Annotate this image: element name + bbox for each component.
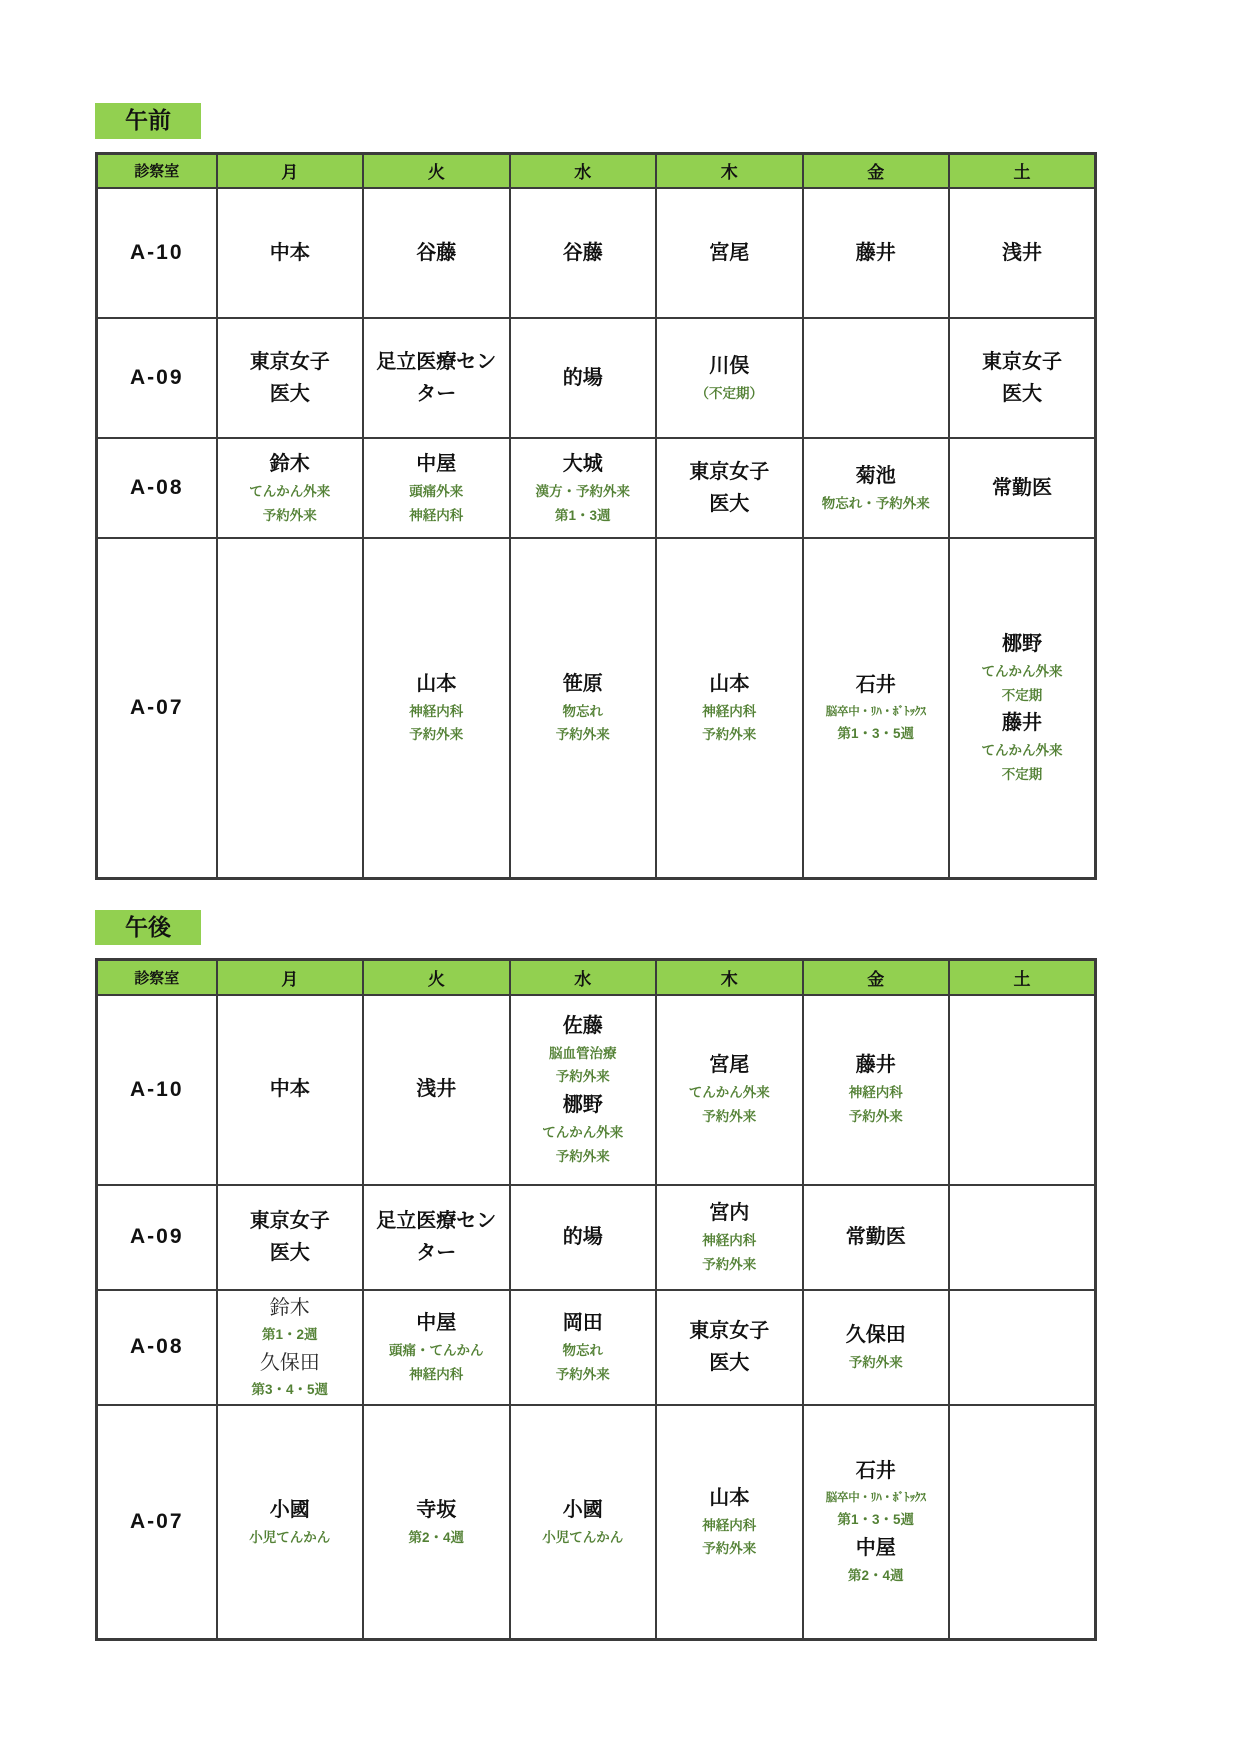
schedule-cell xyxy=(363,188,510,318)
column-header: 診察室 xyxy=(97,153,217,188)
clinic-note: 神経内科 xyxy=(702,703,757,719)
schedule-cell xyxy=(363,1405,510,1640)
schedule-cell xyxy=(363,438,510,538)
schedule-cell xyxy=(656,438,803,538)
schedule-cell xyxy=(217,318,364,438)
doctor-name: 中本 xyxy=(269,241,310,264)
schedule-cell xyxy=(656,538,803,878)
schedule-cell xyxy=(656,188,803,318)
clinic-note: 予約外来 xyxy=(702,1541,757,1557)
schedule-cell xyxy=(217,438,364,538)
column-header: 金 xyxy=(803,960,950,995)
doctor-name: 東京女子 xyxy=(249,350,330,373)
clinic-note: 神経内科 xyxy=(409,703,464,719)
room-label: A-09 xyxy=(97,318,217,438)
schedule-cell xyxy=(510,1185,657,1290)
clinic-note: 予約外来 xyxy=(702,727,757,743)
doctor-name: 山本 xyxy=(416,672,457,695)
schedule-cell xyxy=(803,995,950,1185)
schedule-cell xyxy=(949,188,1096,318)
clinic-note: 予約外来 xyxy=(555,727,610,743)
schedule-cell xyxy=(949,995,1096,1185)
doctor-name: 藤井 xyxy=(855,1054,896,1077)
table-row xyxy=(97,318,1096,438)
doctor-name: 医大 xyxy=(709,492,750,515)
clinic-note: 不定期 xyxy=(1001,767,1043,783)
doctor-name: 川俣 xyxy=(709,354,750,377)
column-header: 水 xyxy=(510,960,657,995)
clinic-note: 予約外来 xyxy=(555,1149,610,1165)
schedule-cell xyxy=(803,438,950,538)
clinic-note: 神経内科 xyxy=(702,1517,757,1533)
schedule-cell xyxy=(510,1290,657,1405)
afternoon-schedule-table xyxy=(95,958,1097,1641)
doctor-name: 医大 xyxy=(709,1351,750,1374)
table-row xyxy=(97,1290,1096,1405)
table-row xyxy=(97,438,1096,538)
doctor-name: 東京女子 xyxy=(249,1209,330,1232)
schedule-cell xyxy=(656,1290,803,1405)
schedule-cell xyxy=(949,318,1096,438)
doctor-name: ター xyxy=(416,382,457,405)
clinic-note: 頭痛外来 xyxy=(409,483,464,499)
room-label: A-09 xyxy=(97,1185,217,1290)
doctor-name: 浅井 xyxy=(416,1078,457,1101)
room-label: A-08 xyxy=(97,438,217,538)
clinic-note: てんかん外来 xyxy=(981,743,1063,759)
doctor-name: 梛野 xyxy=(1002,632,1042,655)
column-header: 火 xyxy=(363,153,510,188)
clinic-note: 物忘れ xyxy=(562,1342,603,1358)
column-header: 水 xyxy=(510,153,657,188)
doctor-name: 谷藤 xyxy=(562,241,603,264)
schedule-cell xyxy=(803,188,950,318)
doctor-name: 笹原 xyxy=(562,672,603,695)
schedule-cell xyxy=(510,995,657,1185)
clinic-note: 神経内科 xyxy=(848,1085,903,1101)
room-label: A-10 xyxy=(97,188,217,318)
schedule-cell xyxy=(656,995,803,1185)
doctor-name: 寺坂 xyxy=(416,1498,457,1521)
schedule-cell xyxy=(363,318,510,438)
doctor-name: ター xyxy=(416,1241,457,1264)
clinic-note: てんかん外来 xyxy=(688,1085,770,1101)
header-row xyxy=(97,960,1096,995)
clinic-note: 第1・3・5週 xyxy=(837,726,915,742)
schedule-cell xyxy=(217,1185,364,1290)
room-label: A-07 xyxy=(97,538,217,878)
doctor-name: 宮尾 xyxy=(709,241,750,264)
schedule-cell xyxy=(949,538,1096,878)
schedule-cell xyxy=(803,318,950,438)
schedule-cell xyxy=(363,1290,510,1405)
clinic-note: 脳血管治療 xyxy=(549,1045,617,1061)
doctor-name: 山本 xyxy=(709,672,750,695)
header-row xyxy=(97,153,1096,188)
schedule-cell xyxy=(510,538,657,878)
schedule-cell xyxy=(803,1185,950,1290)
doctor-name: 常勤医 xyxy=(992,476,1052,499)
doctor-name: 東京女子 xyxy=(982,350,1062,373)
clinic-note: 神経内科 xyxy=(409,507,464,523)
schedule-cell xyxy=(949,1405,1096,1640)
column-header: 火 xyxy=(363,960,510,995)
doctor-name: 梛野 xyxy=(562,1094,603,1117)
doctor-name: 宮内 xyxy=(709,1201,750,1224)
doctor-name: 浅井 xyxy=(1002,241,1042,264)
schedule-cell xyxy=(949,438,1096,538)
doctor-name: 東京女子 xyxy=(689,460,770,483)
clinic-note: 漢方・予約外来 xyxy=(535,483,630,499)
table-row xyxy=(97,1405,1096,1640)
doctor-name: 菊池 xyxy=(855,464,896,487)
doctor-name: 岡田 xyxy=(562,1311,603,1334)
schedule-cell xyxy=(510,188,657,318)
morning-schedule-table xyxy=(95,152,1097,880)
schedule-cell xyxy=(803,1290,950,1405)
clinic-note: 脳卒中・ﾘﾊ・ﾎﾞﾄｯｸｽ xyxy=(825,705,926,718)
doctor-name: 石井 xyxy=(855,673,896,696)
schedule-cell xyxy=(803,538,950,878)
clinic-note: 物忘れ・予約外来 xyxy=(821,495,930,511)
doctor-name: 小國 xyxy=(269,1498,310,1521)
column-header: 月 xyxy=(217,960,364,995)
clinic-note: 予約外来 xyxy=(555,1069,610,1085)
table-row xyxy=(97,1185,1096,1290)
clinic-note: 神経内科 xyxy=(409,1366,464,1382)
schedule-cell xyxy=(217,1290,364,1405)
clinic-note: 予約外来 xyxy=(262,507,317,523)
doctor-name: 谷藤 xyxy=(416,241,457,264)
afternoon-section xyxy=(95,910,1145,1642)
clinic-note: 予約外来 xyxy=(555,1366,610,1382)
schedule-cell xyxy=(510,1405,657,1640)
schedule-cell xyxy=(510,438,657,538)
clinic-note: 神経内科 xyxy=(702,1232,757,1248)
doctor-name: 佐藤 xyxy=(562,1014,603,1037)
schedule-cell xyxy=(217,1405,364,1640)
clinic-note: 頭痛・てんかん xyxy=(389,1342,484,1358)
schedule-cell xyxy=(363,1185,510,1290)
column-header: 木 xyxy=(656,153,803,188)
schedule-cell xyxy=(656,1405,803,1640)
clinic-note: 予約外来 xyxy=(848,1354,903,1370)
clinic-note: 小児てんかん xyxy=(249,1529,331,1545)
schedule-cell xyxy=(217,188,364,318)
doctor-name: 鈴木 xyxy=(269,1296,310,1319)
doctor-name: 藤井 xyxy=(1002,712,1042,735)
schedule-cell xyxy=(949,1185,1096,1290)
schedule-cell xyxy=(949,1290,1096,1405)
clinic-note: てんかん外来 xyxy=(981,663,1063,679)
clinic-note: 小児てんかん xyxy=(542,1529,624,1545)
morning-section xyxy=(95,103,1145,880)
doctor-name: 医大 xyxy=(1002,382,1042,405)
doctor-name: 中屋 xyxy=(855,1537,896,1560)
clinic-note: 予約外来 xyxy=(702,1256,757,1272)
doctor-name: 中屋 xyxy=(416,452,457,475)
morning-table-header xyxy=(97,153,1096,188)
clinic-note: 予約外来 xyxy=(702,1109,757,1125)
table-row xyxy=(97,538,1096,878)
doctor-name: 山本 xyxy=(709,1486,750,1509)
doctor-name: 医大 xyxy=(269,1241,310,1264)
doctor-name: 的場 xyxy=(562,366,603,389)
column-header: 月 xyxy=(217,153,364,188)
clinic-note: 第2・4週 xyxy=(408,1529,465,1545)
table-row xyxy=(97,995,1096,1185)
schedule-cell xyxy=(510,318,657,438)
doctor-name: 的場 xyxy=(562,1225,603,1248)
column-header: 診察室 xyxy=(97,960,217,995)
doctor-name: 宮尾 xyxy=(709,1054,750,1077)
clinic-note: （不定期） xyxy=(695,385,763,401)
doctor-name: 久保田 xyxy=(259,1351,320,1374)
clinic-note: 不定期 xyxy=(1001,687,1043,703)
schedule-cell xyxy=(363,995,510,1185)
morning-table-body xyxy=(97,188,1096,878)
doctor-name: 中本 xyxy=(269,1078,310,1101)
room-label: A-08 xyxy=(97,1290,217,1405)
doctor-name: 石井 xyxy=(855,1459,896,1482)
clinic-note: 第1・2週 xyxy=(261,1326,318,1342)
column-header: 木 xyxy=(656,960,803,995)
afternoon-table-body xyxy=(97,995,1096,1640)
schedule-cell xyxy=(656,318,803,438)
doctor-name: 医大 xyxy=(269,382,310,405)
doctor-name: 大城 xyxy=(562,452,603,475)
clinic-note: 脳卒中・ﾘﾊ・ﾎﾞﾄｯｸｽ xyxy=(825,1491,926,1504)
clinic-note: 予約外来 xyxy=(848,1109,903,1125)
doctor-name: 足立医療セン xyxy=(376,1209,497,1232)
doctor-name: 久保田 xyxy=(845,1323,906,1346)
schedule-cell xyxy=(217,538,364,878)
doctor-name: 鈴木 xyxy=(269,452,310,475)
clinic-note: てんかん外来 xyxy=(249,483,331,499)
room-label: A-07 xyxy=(97,1405,217,1640)
section-title-afternoon: 午後 xyxy=(95,910,201,946)
doctor-name: 藤井 xyxy=(855,241,896,264)
doctor-name: 足立医療セン xyxy=(376,350,497,373)
doctor-name: 中屋 xyxy=(416,1311,457,1334)
table-row xyxy=(97,188,1096,318)
clinic-note: 予約外来 xyxy=(409,727,464,743)
schedule-cell xyxy=(803,1405,950,1640)
schedule-cell xyxy=(217,995,364,1185)
afternoon-table-header xyxy=(97,960,1096,995)
clinic-note: 第1・3週 xyxy=(554,507,611,523)
doctor-name: 小國 xyxy=(562,1498,603,1521)
schedule-cell xyxy=(656,1185,803,1290)
clinic-note: 第1・3・5週 xyxy=(837,1512,915,1528)
clinic-note: 第3・4・5週 xyxy=(251,1381,329,1397)
doctor-name: 常勤医 xyxy=(845,1225,906,1248)
column-header: 金 xyxy=(803,153,950,188)
clinic-note: 物忘れ xyxy=(562,703,603,719)
clinic-note: 第2・4週 xyxy=(847,1568,904,1584)
schedule-cell xyxy=(363,538,510,878)
clinic-note: てんかん外来 xyxy=(542,1125,624,1141)
section-title-morning: 午前 xyxy=(95,103,201,139)
doctor-name: 東京女子 xyxy=(689,1319,770,1342)
column-header: 土 xyxy=(949,960,1096,995)
room-label: A-10 xyxy=(97,995,217,1185)
column-header: 土 xyxy=(949,153,1096,188)
